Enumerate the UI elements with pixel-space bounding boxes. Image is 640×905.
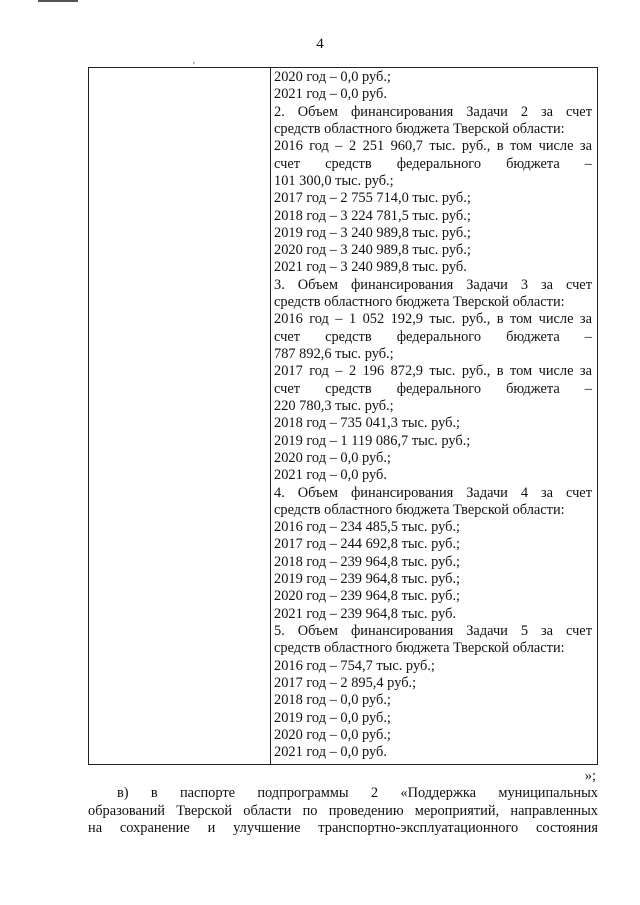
table-column-divider: [270, 68, 271, 764]
table-line: 2020 год – 0,0 руб.;: [274, 449, 391, 466]
table-line: 2017 год – 2 895,4 руб.;: [274, 674, 417, 691]
table-line: 2021 год – 0,0 руб.: [274, 744, 387, 761]
table-line: счет средств федерального бюджета –: [274, 155, 592, 172]
table-line: средств областного бюджета Тверской области:: [274, 120, 565, 137]
table-line: 2019 год – 239 964,8 тыс. руб.;: [274, 571, 461, 588]
table-line: 2021 год – 3 240 989,8 тыс. руб.: [274, 259, 467, 276]
table-line: 2021 год – 0,0 руб.: [274, 467, 387, 484]
table-line: 2017 год – 244 692,8 тыс. руб.;: [274, 536, 461, 553]
paragraph-line: в) в паспорте подпрограммы 2 «Поддержка муниципальных: [117, 785, 598, 801]
table-line: счет средств федерального бюджета –: [274, 328, 592, 345]
table-line: 5. Объем финансирования Задачи 5 за счет: [274, 623, 592, 639]
table-line: 2018 год – 3 224 781,5 тыс. руб.;: [274, 207, 471, 224]
table-line: 2020 год – 3 240 989,8 тыс. руб.;: [274, 242, 471, 259]
paragraph-subprogram-2: [88, 785, 598, 838]
table-line: 3. Объем финансирования Задачи 3 за счет: [274, 276, 592, 293]
table-line: 2017 год – 2 196 872,9 тыс. руб., в том числе за: [274, 363, 592, 380]
table-line: 2016 год – 1 052 192,9 тыс. руб., в том числе за: [274, 311, 592, 328]
scan-tick: ': [193, 61, 195, 72]
table-line: 2018 год – 735 041,3 тыс. руб.;: [274, 415, 461, 432]
page-number: 4: [316, 36, 324, 52]
table-line: 2. Объем финансирования Задачи 2 за счет: [274, 103, 592, 120]
paragraph-line: образований Тверской области по проведению мероприятий, направленных: [88, 802, 598, 819]
table-line: 787 892,6 тыс. руб.;: [274, 346, 394, 362]
table-line: 2021 год – 239 964,8 тыс. руб.: [274, 605, 457, 622]
table-cell-funding: [274, 69, 592, 762]
funding-table: [88, 67, 598, 765]
table-line: 2020 год – 239 964,8 тыс. руб.;: [274, 588, 461, 605]
table-line: средств областного бюджета Тверской области:: [274, 294, 565, 311]
closing-quote: »;: [584, 768, 596, 784]
table-line: 2018 год – 239 964,8 тыс. руб.;: [274, 553, 461, 570]
table-line: 2018 год – 0,0 руб.;: [274, 692, 391, 709]
table-line: средств областного бюджета Тверской области:: [274, 501, 565, 518]
table-line: 2016 год – 2 251 960,7 тыс. руб., в том числе за: [274, 138, 592, 155]
table-line: 2020 год – 0,0 руб.;: [274, 726, 391, 743]
table-line: 2019 год – 1 119 086,7 тыс. руб.;: [274, 432, 471, 449]
table-line: 2019 год – 3 240 989,8 тыс. руб.;: [274, 224, 471, 241]
paragraph-line: на сохранение и улучшение транспортно-эксплуатационного состояния: [88, 820, 598, 836]
table-line: 4. Объем финансирования Задачи 4 за счет: [274, 484, 592, 501]
table-line: 2019 год – 0,0 руб.;: [274, 709, 391, 726]
table-line: 2016 год – 754,7 тыс. руб.;: [274, 657, 435, 674]
table-line: средств областного бюджета Тверской области:: [274, 640, 565, 657]
scan-mark: [38, 0, 78, 2]
table-line: счет средств федерального бюджета –: [274, 380, 592, 397]
table-line: 2016 год – 234 485,5 тыс. руб.;: [274, 519, 461, 536]
table-line: 2021 год – 0,0 руб.: [274, 86, 387, 103]
table-line: 101 300,0 тыс. руб.;: [274, 172, 394, 189]
table-line: 2017 год – 2 755 714,0 тыс. руб.;: [274, 190, 471, 207]
table-line: 220 780,3 тыс. руб.;: [274, 397, 394, 414]
table-line: 2020 год – 0,0 руб.;: [274, 69, 391, 85]
